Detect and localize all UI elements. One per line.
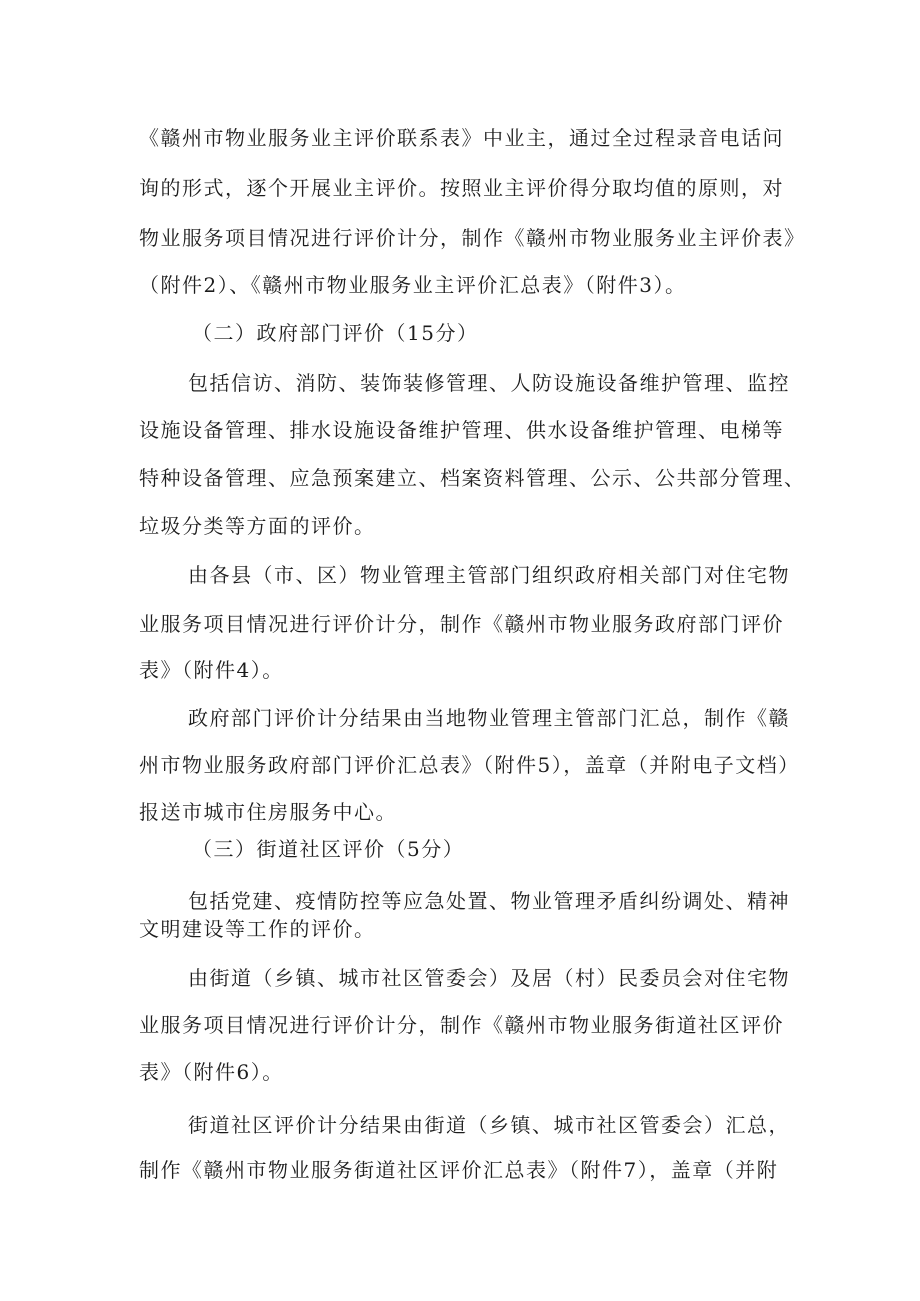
text-line: 制作《赣州市物业服务街道社区评价汇总表》（附件7），盖章（并附 bbox=[139, 1158, 779, 1182]
text-line: 特种设备管理、应急预案建立、档案资料管理、公示、公共部分管理、 bbox=[139, 466, 806, 490]
text-line: 设施设备管理、排水设施设备维护管理、供水设备维护管理、电梯等 bbox=[139, 418, 784, 442]
text-line: 业服务项目情况进行评价计分，制作《赣州市物业服务街道社区评价 bbox=[139, 1013, 784, 1037]
text-line: 《赣州市物业服务业主评价联系表》中业主，通过全过程录音电话问 bbox=[139, 126, 784, 150]
text-line: （附件2）、《赣州市物业服务业主评价汇总表》（附件3）。 bbox=[139, 273, 687, 297]
text-line: 街道社区评价计分结果由街道（乡镇、城市社区管委会）汇总， bbox=[188, 1113, 790, 1137]
text-line: 表》（附件6）。 bbox=[139, 1060, 284, 1084]
text-line: 包括信访、消防、装饰装修管理、人防设施设备维护管理、监控 bbox=[188, 371, 790, 395]
text-line: 垃圾分类等方面的评价。 bbox=[139, 514, 376, 538]
text-line: 物业服务项目情况进行评价计分，制作《赣州市物业服务业主评价表》 bbox=[139, 226, 806, 250]
text-line: 表》（附件4）。 bbox=[139, 658, 284, 682]
text-line: 州市物业服务政府部门评价汇总表》（附件5），盖章（并附电子文档） bbox=[139, 753, 800, 777]
section-heading: （二）政府部门评价（15分） bbox=[192, 321, 479, 345]
text-line: 业服务项目情况进行评价计分，制作《赣州市物业服务政府部门评价 bbox=[139, 612, 784, 636]
text-line: 政府部门评价计分结果由当地物业管理主管部门汇总，制作《赣 bbox=[188, 706, 790, 730]
text-line: 报送市城市住房服务中心。 bbox=[139, 800, 397, 824]
text-line: 文明建设等工作的评价。 bbox=[139, 917, 376, 941]
text-line: 由各县（市、区）物业管理主管部门组织政府相关部门对住宅物 bbox=[188, 563, 790, 587]
text-line: 询的形式，逐个开展业主评价。按照业主评价得分取均值的原则，对 bbox=[139, 176, 784, 200]
text-line: 由街道（乡镇、城市社区管委会）及居（村）民委员会对住宅物 bbox=[188, 966, 790, 990]
text-line: 包括党建、疫情防控等应急处置、物业管理矛盾纠纷调处、精神 bbox=[188, 889, 790, 913]
section-heading: （三）街道社区评价（5分） bbox=[192, 837, 465, 861]
